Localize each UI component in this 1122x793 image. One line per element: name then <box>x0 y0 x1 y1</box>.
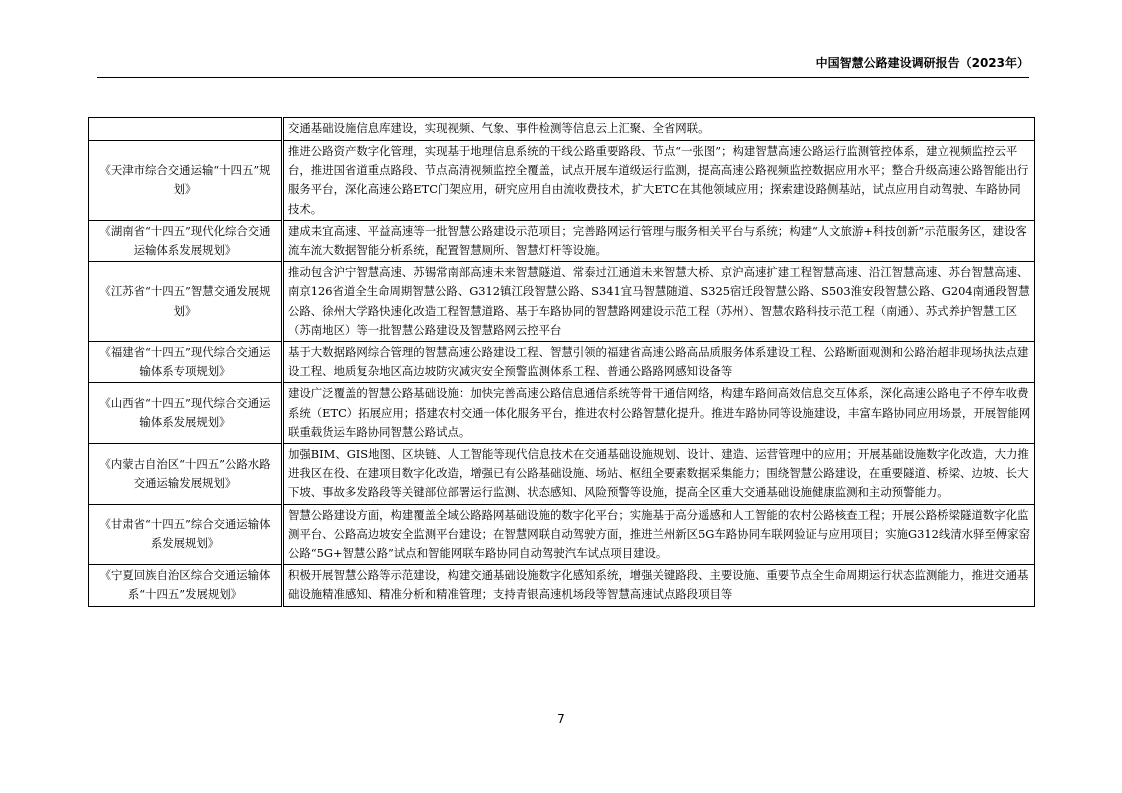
plan-content-cell: 积极开展智慧公路等示范建设，构建交通基础设施数字化感知系统，增强关键路段、主要设施、重要节点全生命周期运行状态监测能力，推进交通基础设施精准感知、精准分析和精准管理；支持青银高速机场段等智慧高速试点路段项目等 <box>283 565 1035 606</box>
table-row <box>89 220 1035 261</box>
report-title-header: 中国智慧公路建设调研报告（2023年） <box>815 56 1029 70</box>
page-number: 7 <box>557 712 565 726</box>
plan-name-cell: 《福建省“十四五”现代综合交通运输体系专项规划》 <box>89 342 283 383</box>
plan-content-cell: 建设广泛覆盖的智慧公路基础设施：加快完善高速公路信息通信系统等骨干通信网络，构建车路间高效信息交互体系，深化高速公路电子不停车收费系统（ETC）拓展应用；搭建农村交通一体化服务平台，推进农村公路智慧化提升。推进车路协同等设施建设，丰富车路协同应用场景，开展智能网联重载货运车路协同智慧公路试点。 <box>283 383 1035 444</box>
plan-name-cell: 《宁夏回族自治区综合交通运输体系“十四五”发展规划》 <box>89 565 283 606</box>
plan-name-cell: 《江苏省“十四五”智慧交通发展规划》 <box>89 262 283 342</box>
table-row <box>89 565 1035 606</box>
table-row <box>89 141 1035 221</box>
plan-name-cell: 《天津市综合交通运输“十四五”规划》 <box>89 141 283 221</box>
table-row <box>89 262 1035 342</box>
header-rule <box>97 77 1029 78</box>
table-row <box>89 383 1035 444</box>
plan-content-cell: 推动包含沪宁智慧高速、苏锡常南部高速未来智慧隧道、常泰过江通道未来智慧大桥、京沪高速扩建工程智慧高速、沿江智慧高速、苏台智慧高速、南京126省道全生命周期智慧公路、G312镇江段智慧公路、S341宜马智慧随道、S325宿迁段智慧公路、S503淮安段智慧公路、G204南通段智慧公路、徐州大学路快速化改造工程智慧道路、基于车路协同的智慧路网建设示范工程（苏州）、智慧农路科技示范工程（南通）、苏式养护智慧工区（苏南地区）等一批智慧公路建设及智慧路网云控平台 <box>283 262 1035 342</box>
plan-content-cell: 推进公路资产数字化管理，实现基于地理信息系统的干线公路重要路段、节点“一张图”；构建智慧高速公路运行监测管控体系，建立视频监控云平台，推进国省道重点路段、节点高清视频监控全覆盖，试点开展车道级运行监测，提高高速公路视频监控数据应用水平；整合升级高速公路智能出行服务平台，深化高速公路ETC门架应用，研究应用自由流收费技术，扩大ETC在其他领域应用；探索建设路侧基站，试点应用自动驾驶、车路协同技术。 <box>283 141 1035 221</box>
plan-name-cell <box>89 118 283 141</box>
plan-content-cell: 智慧公路建设方面，构建覆盖全域公路路网基础设施的数字化平台；实施基于高分遥感和人工智能的农村公路核查工程；开展公路桥梁隧道数字化监测平台、公路高边坡安全监测平台建设；在智慧网联自动驾驶方面，推进兰州新区5G车路协同车联网验证与应用项目；实施G312线清水驿至傅家窑公路“5G+智慧公路”试点和智能网联车路协同自动驾驶汽车试点项目建设。 <box>283 504 1035 565</box>
table-row <box>89 342 1035 383</box>
plan-name-cell: 《山西省“十四五”现代综合交通运输体系发展规划》 <box>89 383 283 444</box>
plan-name-cell: 《甘肃省“十四五”综合交通运输体系发展规划》 <box>89 504 283 565</box>
table-row <box>89 444 1035 505</box>
plan-content-cell: 建成耒宜高速、平益高速等一批智慧公路建设示范项目；完善路网运行管理与服务相关平台与系统；构建“人文旅游+科技创新”示范服务区，建设客流车流大数据智能分析系统，配置智慧厕所、智慧灯杆等设施。 <box>283 220 1035 261</box>
table-row <box>89 504 1035 565</box>
plan-content-cell: 基于大数据路网综合管理的智慧高速公路建设工程、智慧引领的福建省高速公路高品质服务体系建设工程、公路断面观测和公路治超非现场执法点建设工程、地质复杂地区高边坡防灾减灾安全预警监测体系工程、普通公路路网感知设备等 <box>283 342 1035 383</box>
policy-table <box>88 117 1035 607</box>
plan-name-cell: 《湖南省“十四五”现代化综合交通运输体系发展规划》 <box>89 220 283 261</box>
plan-content-cell: 加强BIM、GIS地图、区块链、人工智能等现代信息技术在交通基础设施规划、设计、建造、运营管理中的应用；开展基础设施数字化改造，大力推进我区在役、在建项目数字化改造，增强已有公路基础设施、场站、枢纽全要素数据采集能力；围绕智慧公路建设，在重要隧道、桥梁、边坡、长大下坡、事故多发路段等关键部位部署运行监测、状态感知、风险预警等设施，提高全区重大交通基础设施健康监测和主动预警能力。 <box>283 444 1035 505</box>
plan-content-cell: 交通基础设施信息库建设，实现视频、气象、事件检测等信息云上汇聚、全省网联。 <box>283 118 1035 141</box>
table-row <box>89 118 1035 141</box>
plan-name-cell: 《内蒙古自治区“十四五”公路水路交通运输发展规划》 <box>89 444 283 505</box>
